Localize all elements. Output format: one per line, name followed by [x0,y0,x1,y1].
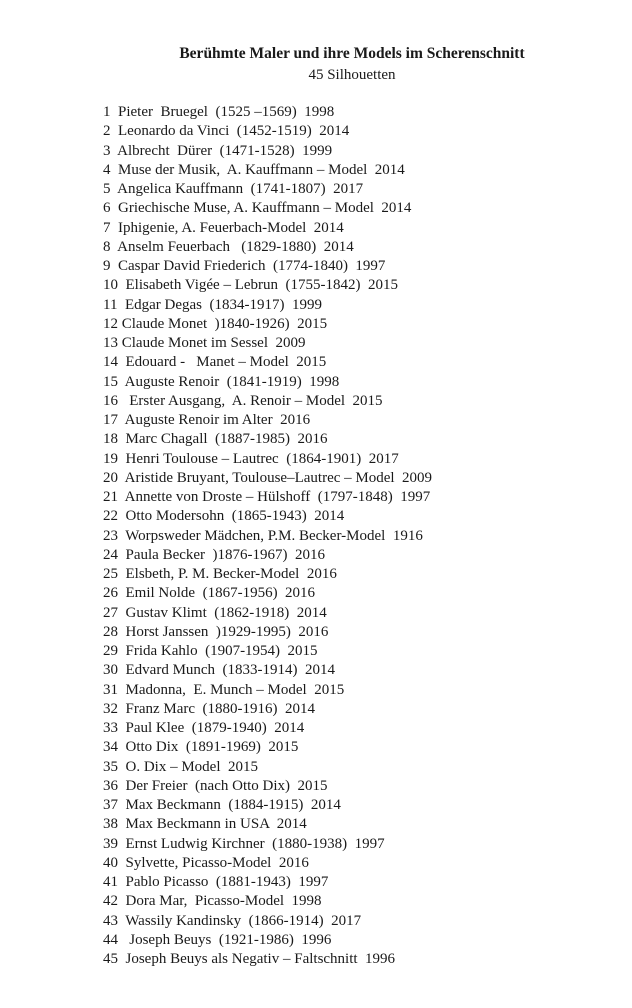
list-item: 43 Wassily Kandinsky (1866-1914) 2017 [103,912,362,929]
page-title: Berühmte Maler und ihre Models im Scherenschnitt [179,45,525,62]
list-item: 42 Dora Mar, Picasso-Model 1998 [103,893,322,910]
list-item: 31 Madonna, E. Munch – Model 2015 [103,681,345,698]
list-item: 15 Auguste Renoir (1841-1919) 1998 [103,373,340,390]
list-item: 21 Annette von Droste – Hülshoff (1797-1848) 1997 [103,489,431,505]
list-item: 3 Albrecht Dürer (1471-1528) 1999 [103,142,333,159]
list-item: 10 Elisabeth Vigée – Lebrun (1755-1842) 2015 [103,277,399,294]
list-item: 28 Horst Janssen )1929-1995) 2016 [103,623,329,640]
list-item: 16 Erster Ausgang, A. Renoir – Model 2015 [103,392,383,409]
list-item: 20 Aristide Bruyant, Toulouse–Lautrec – Model 2009 [103,469,433,486]
list-item: 32 Franz Marc (1880-1916) 2014 [103,700,316,717]
list-item: 34 Otto Dix (1891-1969) 2015 [103,739,299,756]
list-item: 41 Pablo Picasso (1881-1943) 1997 [103,874,329,890]
list-item: 23 Worpsweder Mädchen, P.M. Becker-Model 1916 [103,527,423,544]
list-item: 18 Marc Chagall (1887-1985) 2016 [103,431,328,448]
list-item: 5 Angelica Kauffmann (1741-1807) 2017 [103,181,364,197]
list-item: 6 Griechische Muse, A. Kauffmann – Model 2014 [103,200,412,217]
list-item: 45 Joseph Beuys als Negativ – Faltschnitt 1996 [103,951,396,967]
list-item: 12 Claude Monet )1840-1926) 2015 [103,315,328,332]
list-item: 4 Muse der Musik, A. Kauffmann – Model 2014 [103,161,405,178]
silhouette-list [103,103,432,969]
list-item: 24 Paula Becker )1876-1967) 2016 [103,546,326,563]
list-item: 33 Paul Klee (1879-1940) 2014 [103,720,305,736]
list-item: 14 Edouard - Manet – Model 2015 [103,354,327,371]
page-subtitle: 45 Silhouetten [308,67,396,83]
list-item: 7 Iphigenie, A. Feuerbach-Model 2014 [103,219,344,236]
list-item: 38 Max Beckmann in USA 2014 [103,816,307,833]
list-item: 36 Der Freier (nach Otto Dix) 2015 [103,777,328,794]
list-item: 27 Gustav Klimt (1862-1918) 2014 [103,604,327,621]
list-item: 1 Pieter Bruegel (1525 –1569) 1998 [103,104,335,120]
list-item: 9 Caspar David Friederich (1774-1840) 1997 [103,258,386,274]
list-item: 39 Ernst Ludwig Kirchner (1880-1938) 1997 [103,835,385,852]
list-item: 8 Anselm Feuerbach (1829-1880) 2014 [103,238,354,255]
list-item: 17 Auguste Renoir im Alter 2016 [103,412,311,428]
list-item: 22 Otto Modersohn (1865-1943) 2014 [103,508,345,525]
list-item: 26 Emil Nolde (1867-1956) 2016 [103,585,316,602]
list-item: 13 Claude Monet im Sessel 2009 [103,335,306,351]
list-item: 44 Joseph Beuys (1921-1986) 1996 [103,931,332,948]
list-item: 30 Edvard Munch (1833-1914) 2014 [103,662,336,679]
list-item: 35 O. Dix – Model 2015 [103,758,258,775]
list-item: 40 Sylvette, Picasso-Model 2016 [103,854,309,871]
list-item: 25 Elsbeth, P. M. Becker-Model 2016 [103,566,337,582]
list-item: 37 Max Beckmann (1884-1915) 2014 [103,797,341,813]
list-item: 19 Henri Toulouse – Lautrec (1864-1901) 2017 [103,450,399,467]
list-item: 2 Leonardo da Vinci (1452-1519) 2014 [103,123,350,140]
list-item: 11 Edgar Degas (1834-1917) 1999 [103,296,322,313]
list-item: 29 Frida Kahlo (1907-1954) 2015 [103,643,318,659]
